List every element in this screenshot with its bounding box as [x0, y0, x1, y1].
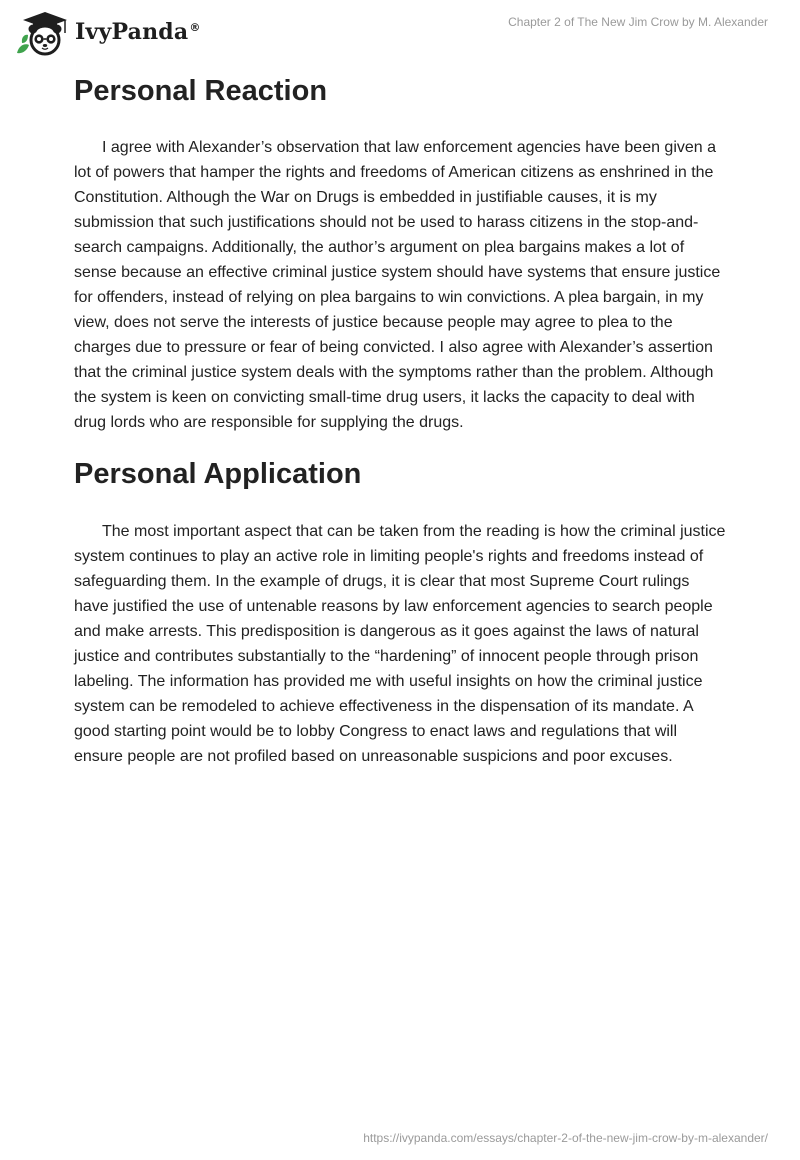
brand-logo[interactable] — [15, 9, 201, 57]
source-url-link[interactable]: https://ivypanda.com/essays/chapter-2-of-the-new-jim-crow-by-m-alexander/ — [363, 1131, 768, 1145]
panda-graduate-icon — [15, 9, 71, 57]
section-paragraph: I agree with Alexander’s observation that law enforcement agencies have been given a lot of powers that hamper the rights and freedoms of American citizens as enshrined in the Constitution. Although the War on Drugs is embedded in justifiable causes, it is my submission that such justifications should not be used to harass citizens in the stop-and-search campaigns. Additionally, the author’s argument on plea bargains makes a lot of sense because an effective criminal justice system should have systems that ensure justice for offenders, instead of relying on plea bargains to win convictions. A plea bargain, in my view, does not serve the interests of justice because people may agree to plea to the charges due to pressure or fear of being convicted. I also agree with Alexander’s assertion that the criminal justice system deals with the symptoms rather than the problem. Although the system is keen on convicting small-time drug users, it lacks the capacity to deal with drug lords who are responsible for supplying the drugs. — [74, 139, 721, 431]
section-heading: Personal Reaction — [74, 75, 328, 107]
page-header — [0, 0, 800, 62]
section-heading: Personal Application — [74, 458, 362, 490]
section-paragraph: The most important aspect that can be taken from the reading is how the criminal justice system continues to play an active role in limiting people's rights and freedoms instead of safeguarding them. In the example of drugs, it is clear that most Supreme Court rulings have justified the use of untenable reasons by law enforcement agencies to search people and make arrests. This predisposition is dangerous as it goes against the laws of natural justice and contributes substantially to the “hardening” of innocent people through prison labeling. The information has provided me with useful insights on how the criminal justice system can be remodeled to achieve effectiveness in the dispensation of its mandate. A good starting point would be to lobby Congress to enact laws and regulations that will ensure people are not profiled based on unreasonable suspicions and poor excuses. — [74, 523, 726, 765]
essay-content — [74, 72, 726, 769]
document-title: Chapter 2 of The New Jim Crow by M. Alexander — [508, 15, 768, 29]
section-personal-reaction — [74, 72, 726, 435]
brand-name: IvyPanda® — [75, 19, 201, 45]
registered-mark: ® — [189, 20, 201, 34]
section-personal-application — [74, 455, 726, 769]
